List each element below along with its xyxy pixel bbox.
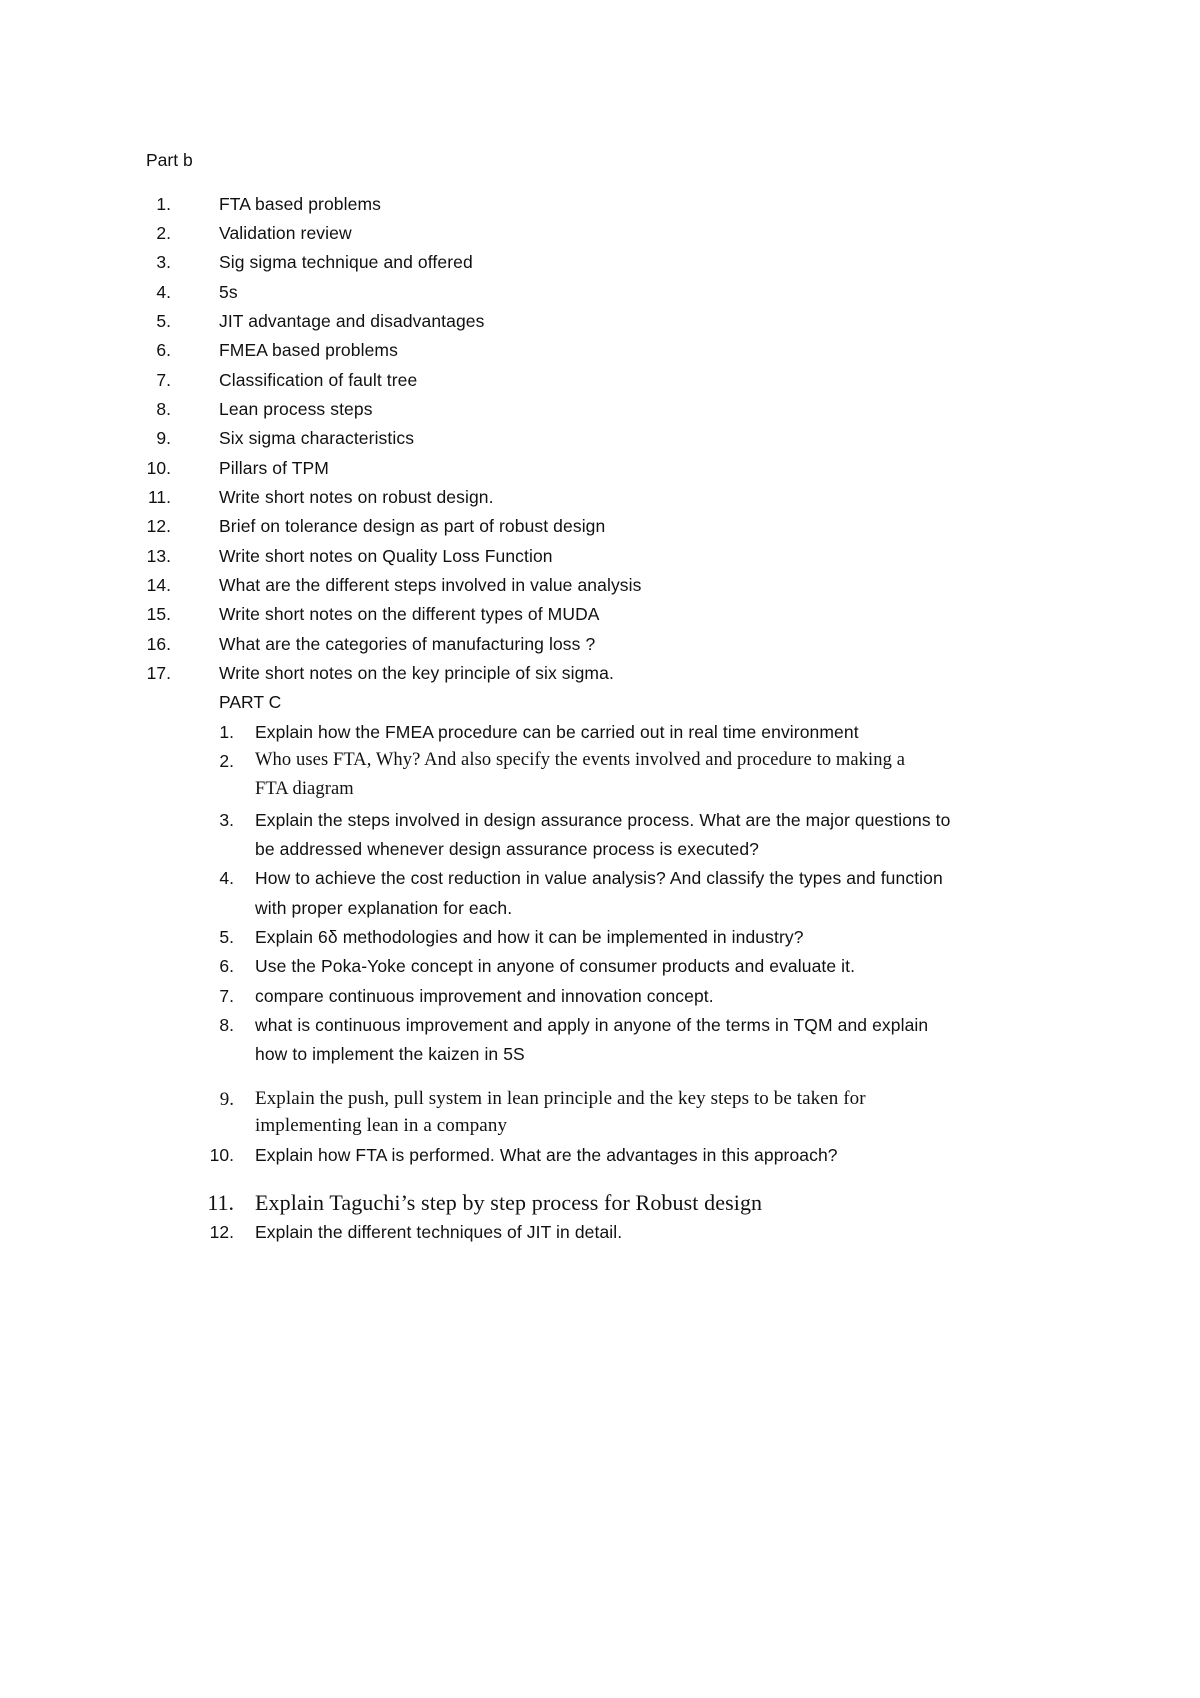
item-number: 1.	[156, 194, 171, 214]
item-text: How to achieve the cost reduction in value analysis? And classify the types and function	[255, 868, 943, 888]
item-text: Write short notes on Quality Loss Function	[219, 546, 553, 566]
item-text: Write short notes on robust design.	[219, 487, 494, 507]
item-text: Classification of fault tree	[219, 370, 418, 390]
item-text: FTA based problems	[219, 194, 381, 214]
item-text: Validation review	[219, 223, 352, 243]
item-text: 5s	[219, 282, 238, 302]
item-number: 4.	[156, 282, 171, 302]
item-number: 4.	[219, 868, 234, 888]
item-number: 7.	[156, 370, 171, 390]
item-text: Explain the steps involved in design assurance process. What are the major questions to	[255, 810, 951, 830]
item-number: 3.	[219, 810, 234, 830]
item-number: 5.	[219, 927, 234, 947]
item-number: 13.	[146, 546, 171, 566]
item-number: 12.	[146, 516, 171, 536]
item-number: 1.	[219, 722, 234, 742]
item-text: Pillars of TPM	[219, 458, 329, 478]
item-text: Write short notes on the different types of MUDA	[219, 604, 600, 624]
item-number: 9.	[156, 428, 171, 448]
item-text-continued: be addressed whenever design assurance process is executed?	[255, 839, 759, 859]
item-text: Sig sigma technique and offered	[219, 252, 473, 272]
item-number: 17.	[146, 663, 171, 683]
item-text: Explain the different techniques of JIT in detail.	[255, 1222, 623, 1242]
item-text: Explain how FTA is performed. What are the advantages in this approach?	[255, 1145, 838, 1165]
item-number: 6.	[156, 340, 171, 360]
item-text-continued: implementing lean in a company	[255, 1115, 508, 1136]
item-number: 14.	[146, 575, 171, 595]
item-number: 2.	[219, 751, 234, 771]
item-text-continued: how to implement the kaizen in 5S	[255, 1044, 525, 1064]
item-text: JIT advantage and disadvantages	[219, 311, 485, 331]
item-number: 6.	[219, 956, 234, 976]
item-number: 16.	[146, 634, 171, 654]
item-number: 9.	[219, 1089, 234, 1110]
item-text: Lean process steps	[219, 399, 373, 419]
item-number: 15.	[146, 604, 171, 624]
item-text: Explain Taguchi’s step by step process for Robust design	[255, 1190, 763, 1215]
item-text: Six sigma characteristics	[219, 428, 415, 448]
item-text: Use the Poka-Yoke concept in anyone of consumer products and evaluate it.	[255, 956, 856, 976]
part-c-heading: PART C	[219, 692, 282, 712]
item-text-continued: FTA diagram	[255, 779, 354, 799]
item-text: what is continuous improvement and apply in anyone of the terms in TQM and explain	[255, 1015, 929, 1035]
item-number: 10.	[146, 458, 171, 478]
item-number: 10.	[209, 1145, 234, 1165]
part-b-heading: Part b	[146, 150, 193, 170]
item-text: Write short notes on the key principle of six sigma.	[219, 663, 614, 683]
item-number: 2.	[156, 223, 171, 243]
item-number: 11.	[207, 1190, 234, 1215]
item-text: Who uses FTA, Why? And also specify the events involved and procedure to making a	[255, 750, 906, 770]
item-number: 12.	[209, 1222, 234, 1242]
item-number: 5.	[156, 311, 171, 331]
item-text-continued: with proper explanation for each.	[255, 898, 513, 918]
item-text: Explain the push, pull system in lean principle and the key steps to be taken for	[255, 1088, 866, 1109]
item-text: Explain 6δ methodologies and how it can be implemented in industry?	[255, 927, 804, 947]
item-number: 8.	[156, 399, 171, 419]
item-text: Brief on tolerance design as part of robust design	[219, 516, 606, 536]
item-text: What are the different steps involved in value analysis	[219, 575, 642, 595]
item-text: Explain how the FMEA procedure can be carried out in real time environment	[255, 722, 859, 742]
item-text: compare continuous improvement and innovation concept.	[255, 986, 714, 1006]
item-number: 11.	[147, 487, 171, 507]
item-number: 7.	[219, 986, 234, 1006]
item-text: FMEA based problems	[219, 340, 398, 360]
item-number: 3.	[156, 252, 171, 272]
item-text: What are the categories of manufacturing loss ?	[219, 634, 596, 654]
item-number: 8.	[219, 1015, 234, 1035]
